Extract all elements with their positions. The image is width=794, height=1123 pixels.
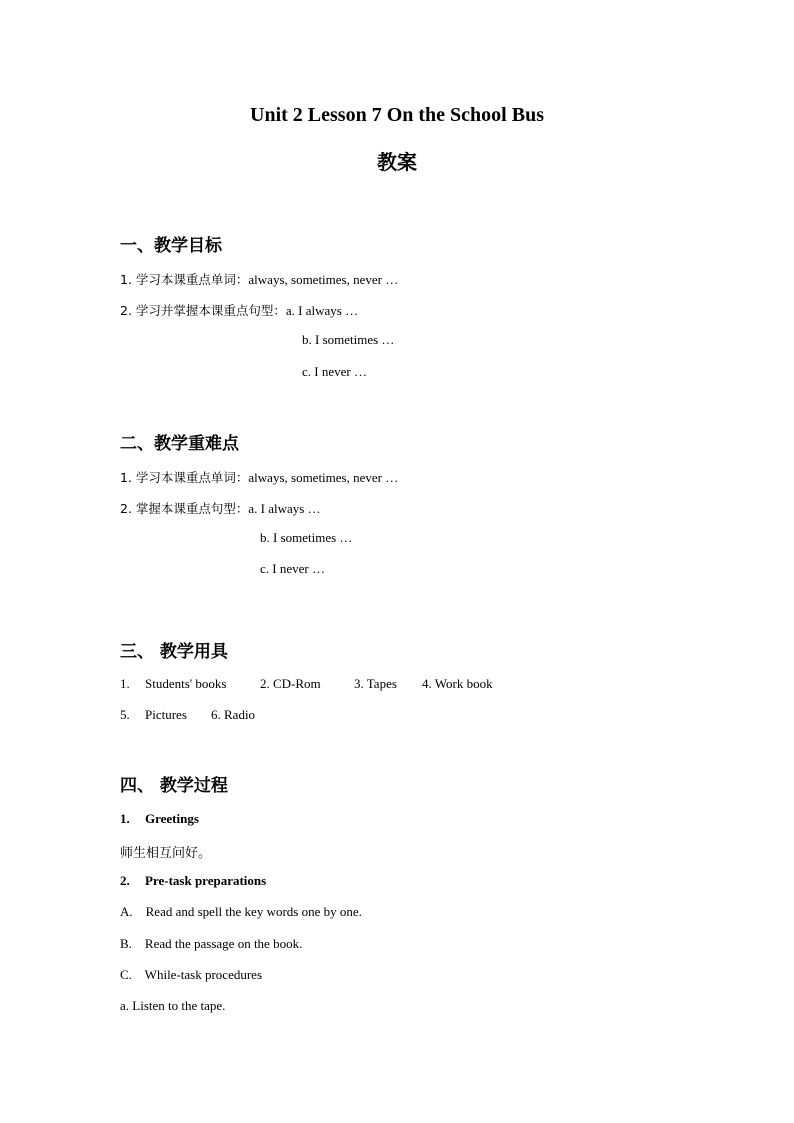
tool-1-label: Students' books xyxy=(145,676,227,691)
key-point-item-1 xyxy=(120,468,398,486)
tool-2 xyxy=(260,676,321,692)
step-2-num: 2. xyxy=(120,873,130,888)
section-heading-teaching-aids: 三、 教学用具 xyxy=(120,642,228,662)
step-listen: a. Listen to the tape. xyxy=(120,998,226,1013)
objective-item-1-words: always, sometimes, never … xyxy=(248,272,399,287)
key-point-item-2-a: a. I always … xyxy=(248,501,321,516)
step-a: A. Read and spell the key words one by one. xyxy=(120,904,362,919)
section-heading-key-points: 二、教学重难点 xyxy=(120,434,239,454)
objective-item-2-a: a. I always … xyxy=(285,303,359,318)
key-point-item-2-c: c. I never … xyxy=(260,561,325,576)
objective-item-1-prefix: 1. 学习本课重点单词： xyxy=(120,272,249,287)
objective-item-1 xyxy=(120,270,398,288)
key-point-item-2-b: b. I sometimes … xyxy=(260,530,353,545)
tool-6 xyxy=(211,707,255,723)
step-b: B. Read the passage on the book. xyxy=(120,936,303,951)
tool-5-label: Pictures xyxy=(145,707,187,722)
key-point-item-1-words: always, sometimes, never … xyxy=(248,470,399,485)
key-point-item-1-prefix: 1. 学习本课重点单词： xyxy=(120,470,249,485)
tool-3-num: 3. xyxy=(354,676,364,691)
tool-2-label: CD-Rom xyxy=(273,676,321,691)
step-1-num: 1. xyxy=(120,811,130,826)
objective-item-2-prefix: 2. 学习并掌握本课重点句型： xyxy=(120,303,286,318)
tool-4-label: Work book xyxy=(434,676,493,691)
objective-item-2-c: c. I never … xyxy=(302,364,367,379)
section-heading-process: 四、 教学过程 xyxy=(120,776,228,796)
step-1-text: 师生相互问好。 xyxy=(120,846,212,861)
key-point-item-2-prefix: 2. 掌握本课重点句型： xyxy=(120,501,249,516)
objective-item-2-b: b. I sometimes … xyxy=(302,332,395,347)
tool-4 xyxy=(422,676,493,692)
section-heading-objectives: 一、教学目标 xyxy=(120,236,222,256)
tool-1-num: 1. xyxy=(120,676,130,691)
key-point-item-2 xyxy=(120,499,321,517)
tool-4-num: 4. xyxy=(422,676,432,691)
tool-3 xyxy=(354,676,397,692)
tool-3-label: Tapes xyxy=(366,676,397,691)
tool-6-label: Radio xyxy=(224,707,256,722)
tool-6-num: 6. xyxy=(211,707,221,722)
document-title: Unit 2 Lesson 7 On the School Bus xyxy=(250,104,544,126)
step-c: C. While-task procedures xyxy=(120,967,262,982)
document-subtitle: 教案 xyxy=(377,150,417,174)
tool-5-num: 5. xyxy=(120,707,130,722)
step-1-title: Greetings xyxy=(145,811,199,826)
step-2-title: Pre-task preparations xyxy=(145,873,267,888)
objective-item-2 xyxy=(120,301,358,319)
tool-2-num: 2. xyxy=(260,676,270,691)
